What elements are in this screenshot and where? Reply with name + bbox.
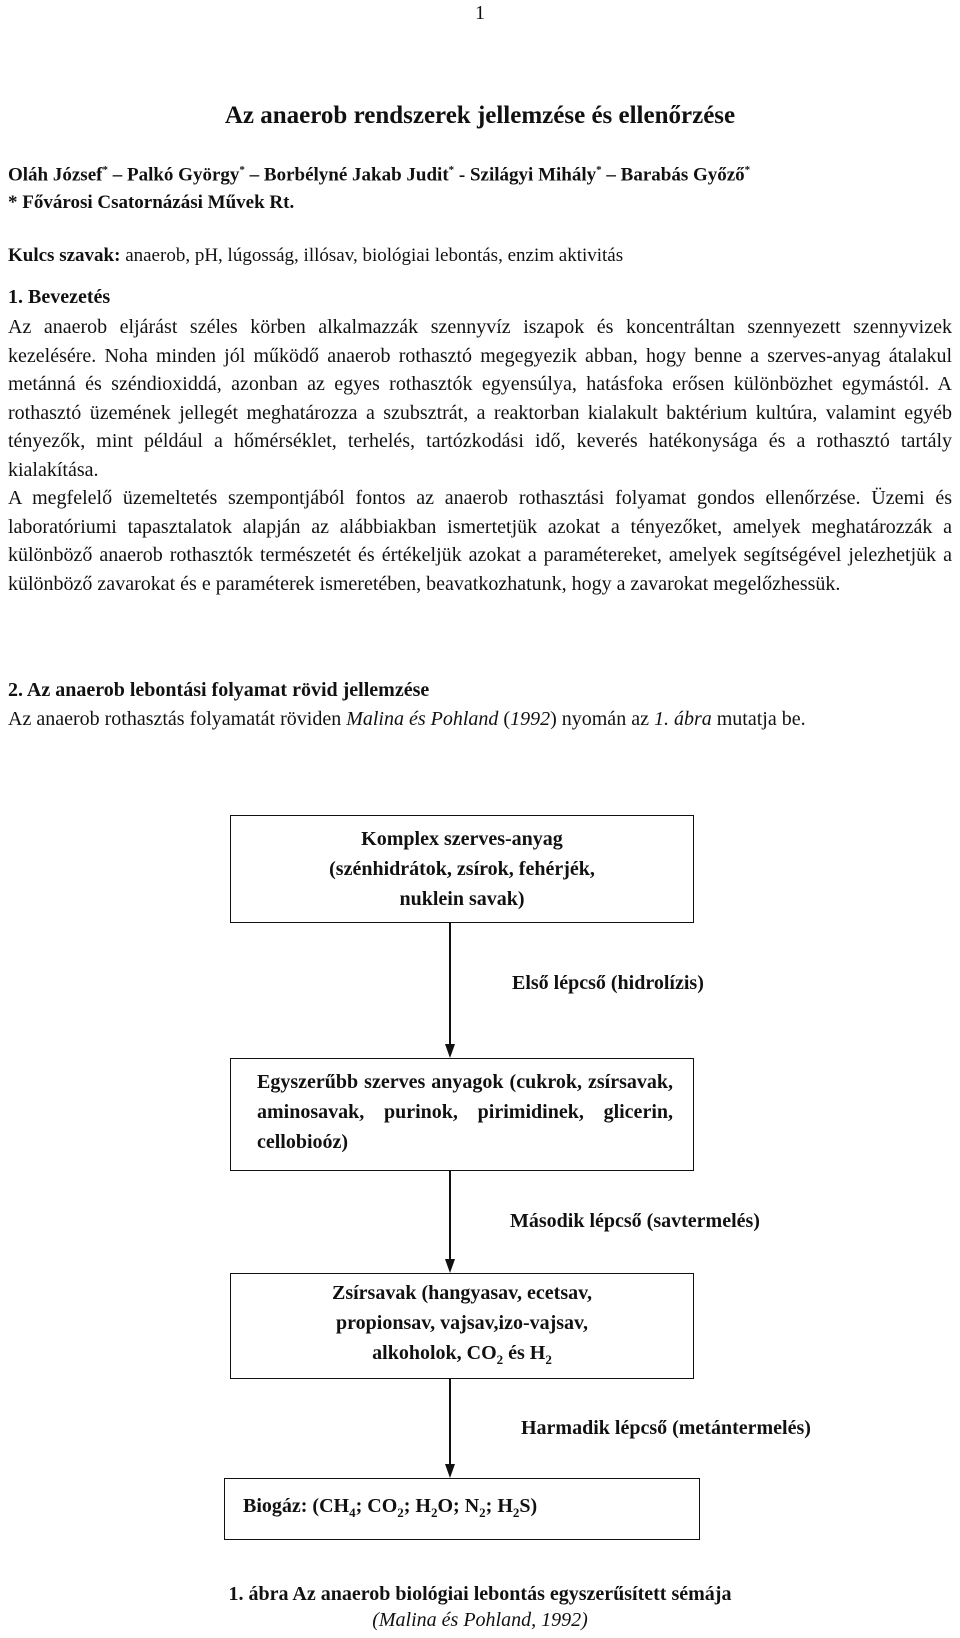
subscript: 2 bbox=[479, 1505, 486, 1520]
text-run: Az anaerob rothasztás folyamatát röviden bbox=[8, 708, 347, 730]
flow-connector bbox=[449, 1171, 451, 1266]
author-separator: – bbox=[244, 164, 264, 186]
section-heading-introduction: 1. Bevezetés bbox=[8, 286, 111, 308]
flow-connector bbox=[449, 923, 451, 1051]
diagram-box-complex-organics bbox=[230, 815, 694, 923]
author-separator: – bbox=[601, 164, 621, 186]
text-run: ( bbox=[498, 708, 511, 730]
diagram-box-biogas bbox=[224, 1478, 700, 1540]
text-run: S) bbox=[519, 1495, 538, 1517]
box-text: propionsav, vajsav,izo-vajsav, bbox=[336, 1312, 588, 1334]
citation-year: 1992 bbox=[510, 708, 551, 730]
stage-label-hydrolysis: Első lépcső (hidrolízis) bbox=[512, 972, 704, 994]
affiliation-marker: * bbox=[744, 164, 751, 176]
figure-caption bbox=[0, 1583, 960, 1606]
text-run: O; N bbox=[437, 1495, 480, 1517]
keywords-text: anaerob, pH, lúgosság, illósav, biológiai lebontás, enzim aktivitás bbox=[120, 245, 624, 266]
author-name: Szilágyi Mihály bbox=[469, 164, 597, 186]
figure-label: 1. ábra bbox=[228, 1583, 289, 1605]
affiliation-marker: * bbox=[102, 164, 108, 176]
author-separator: - bbox=[454, 164, 470, 186]
diagram-box-simple-organics bbox=[230, 1058, 694, 1171]
subscript: 4 bbox=[349, 1505, 356, 1520]
text-run: Biogáz: (CH bbox=[243, 1495, 350, 1517]
figure-source-text: (Malina és Pohland, 1992) bbox=[372, 1609, 588, 1631]
text-run: ; H bbox=[485, 1495, 513, 1517]
process-intro-paragraph bbox=[8, 705, 952, 734]
author-name: Oláh József bbox=[8, 164, 103, 186]
citation-authors: Malina és Pohland bbox=[346, 708, 499, 730]
affiliation-marker: * bbox=[448, 164, 455, 176]
subscript: 2 bbox=[496, 1352, 504, 1367]
text-run: mutatja be. bbox=[711, 708, 806, 730]
keywords-line bbox=[8, 245, 623, 267]
box-text: Zsírsavak (hangyasav, ecetsav, bbox=[331, 1282, 593, 1304]
affiliation-marker: * bbox=[596, 164, 602, 176]
arrow-down-icon bbox=[445, 1044, 455, 1058]
introduction-body bbox=[8, 313, 952, 598]
paragraph: A megfelelő üzemeltetés szempontjából fontos az anaerob rothasztási folyamat gondos ellenőrzése. Üzemi és laboratóriumi tapasztalatok alapján az alábbiakban ismertetjük azokat a tényezőket, amelyek meghatározzák a különböző anaerob rothasztók természetét és értékeljük azokat a paramétereket, amelyek segítségével jelezhetjük a különböző zavarokat és e paraméterek ismeretében, beavatkozhatunk, hogy a zavarokat megelőzhessük. bbox=[8, 487, 952, 595]
page-number: 1 bbox=[475, 2, 485, 24]
figure-title: Az anaerob biológiai lebontás egyszerűsített sémája bbox=[288, 1583, 732, 1605]
author-separator: – bbox=[107, 164, 127, 186]
flow-connector bbox=[449, 1379, 451, 1471]
box-text: Komplex szerves-anyag (szénhidrátok, zsírok, fehérjék, nuklein savak) bbox=[329, 828, 595, 910]
stage-label-methanogenesis: Harmadik lépcső (metántermelés) bbox=[521, 1417, 811, 1439]
author-name: Palkó György bbox=[126, 164, 240, 186]
subscript: 2 bbox=[397, 1505, 404, 1520]
affiliation-marker: * bbox=[239, 164, 245, 176]
text-run: ; CO bbox=[355, 1495, 398, 1517]
subscript: 2 bbox=[545, 1352, 552, 1367]
paragraph: Az anaerob eljárást széles körben alkalmazzák szennyvíz iszapok és koncentráltan szennyezett szennyvizek kezelésére. Noha minden jól működő anaerob rothasztó megegyezik abban, hogy benne a szerves-anyag átalakul metánná és széndioxiddá, azonban az egyes rothasztók egyensúlya, hatásfoka erősen különbözhet egymástól. A rothasztó üzemének jellegét meghatározza a szubsztrát, a reaktorban kialakult baktérium kultúra, valamint egyéb tényezők, mint például a hőmérséklet, terhelés, tartózkodási idő, keverés hatékonysága és a rothasztó tartály kialakítása. bbox=[8, 316, 952, 481]
box-text bbox=[231, 1338, 693, 1375]
author-name: Barabás Győző bbox=[620, 164, 745, 186]
subscript: 2 bbox=[512, 1505, 520, 1520]
text-run: alkoholok, CO bbox=[372, 1342, 497, 1364]
section-heading-process: 2. Az anaerob lebontási folyamat rövid jellemzése bbox=[8, 679, 430, 701]
figure-reference: 1. ábra bbox=[653, 708, 712, 730]
keywords-label: Kulcs szavak: bbox=[8, 245, 121, 266]
box-text: Egyszerűbb szerves anyagok (cukrok, zsírsavak, aminosavak, purinok, pirimidinek, glicerin, cellobioóz) bbox=[257, 1071, 673, 1153]
arrow-down-icon bbox=[445, 1464, 455, 1478]
diagram-box-fatty-acids bbox=[230, 1273, 694, 1379]
figure-source bbox=[0, 1609, 960, 1632]
document-title: Az anaerob rendszerek jellemzése és ellenőrzése bbox=[224, 102, 736, 129]
author-list bbox=[8, 164, 952, 186]
author-name: Borbélyné Jakab Judit bbox=[263, 164, 449, 186]
text-run: ) nyomán az bbox=[550, 708, 654, 730]
stage-label-acidogenesis: Második lépcső (savtermelés) bbox=[510, 1210, 760, 1232]
text-run: és H bbox=[503, 1342, 546, 1364]
text-run: ; H bbox=[403, 1495, 431, 1517]
affiliation: * Fővárosi Csatornázási Művek Rt. bbox=[8, 192, 295, 213]
subscript: 2 bbox=[430, 1505, 438, 1520]
arrow-down-icon bbox=[445, 1259, 455, 1273]
